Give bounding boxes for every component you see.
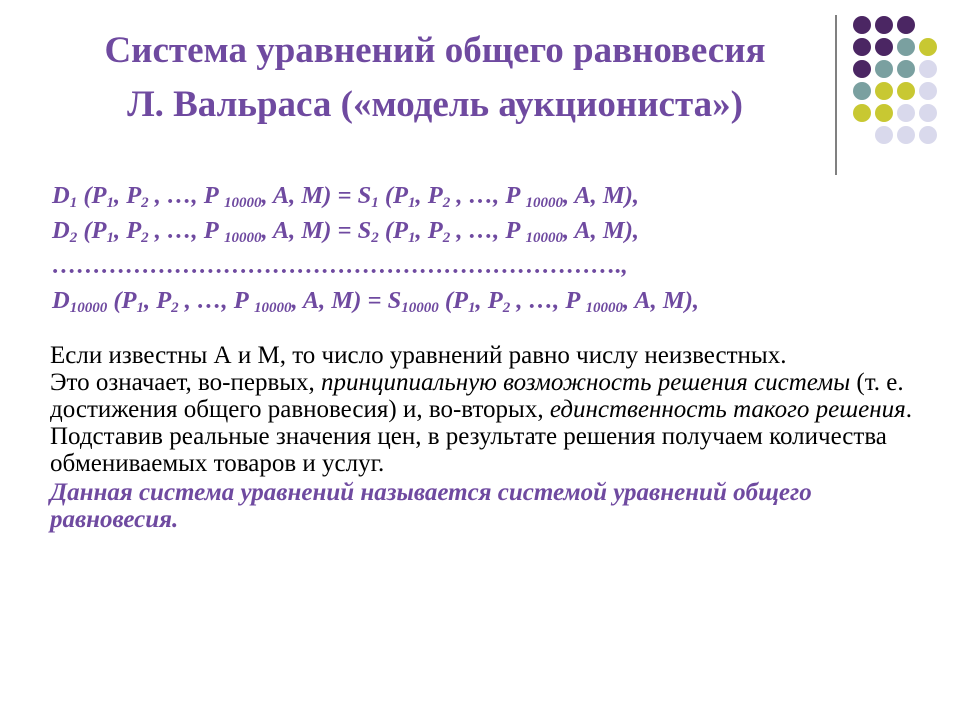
decorative-dot	[897, 38, 915, 56]
equation-1: $D_1$ ($P_1$, $P_2$ , …, P $_{10000}$, A, $M) = S_1$ ($P_1$, $P_2$ , …, P $_{10000}$, A, M),	[52, 182, 640, 211]
decorative-dot	[897, 126, 915, 144]
equation-2: $D_2$ ($P_1$, $P_2$ , …, P $_{10000}$, A, $M) = S_2$ ($P_1$, $P_2$ , …, P $_{10000}$, A, M),	[52, 217, 640, 246]
title-line-2: Л. Вальраса («модель аукциониста»)	[127, 84, 743, 125]
emphasis-possibility: принципиальную возможность решения системы	[321, 369, 851, 396]
decorative-dot	[875, 60, 893, 78]
decorative-dot	[897, 60, 915, 78]
decorative-dot	[897, 104, 915, 122]
decorative-dot	[853, 60, 871, 78]
decorative-dot	[853, 16, 871, 34]
highlighted-conclusion: Данная система уравнений называется системой уравнений общего равновесия.	[50, 479, 812, 533]
decorative-dot	[875, 82, 893, 100]
title-line-1: Система уравнений общего равновесия	[104, 30, 766, 71]
decorative-dot	[875, 126, 893, 144]
decorative-dot	[897, 16, 915, 34]
decorative-dot	[875, 16, 893, 34]
decorative-dot	[919, 104, 937, 122]
paragraph-2: Это означает, во-первых, принципиальную возможность решения системы (т. е. достижения общего равновесия) и, во-вторых, единственность такого решения. Подставив реальные значения цен, в результате решения получаем количества обмениваемых товаров и услуг.	[50, 369, 913, 477]
decorative-dot	[919, 82, 937, 100]
emphasis-uniqueness: единственность такого решения	[549, 396, 906, 423]
decorative-dot	[853, 38, 871, 56]
equation-10000: $D_{10000}$ ($P_1$, $P_2$ , …, P $_{10000}$, A, $M) = S_{10000}$ ($P_1$, $P_2$ , …, P $_{10000}$, A, M),	[52, 287, 700, 316]
decorative-dot	[919, 126, 937, 144]
paragraph-1: Если известны А и М, то число уравнений равно числу неизвестных.	[50, 342, 787, 369]
slide-title	[40, 24, 830, 132]
decorative-divider-line	[835, 15, 837, 175]
decorative-dot	[919, 60, 937, 78]
decorative-dot	[875, 104, 893, 122]
equation-system	[52, 178, 932, 318]
equation-ellipsis-line: …………………………………………………………….,	[52, 252, 628, 279]
decorative-dot	[919, 38, 937, 56]
decorative-dot	[897, 82, 915, 100]
decorative-dot	[853, 104, 871, 122]
explanation-text	[50, 342, 925, 533]
decorative-dot	[853, 82, 871, 100]
decorative-dot	[875, 38, 893, 56]
